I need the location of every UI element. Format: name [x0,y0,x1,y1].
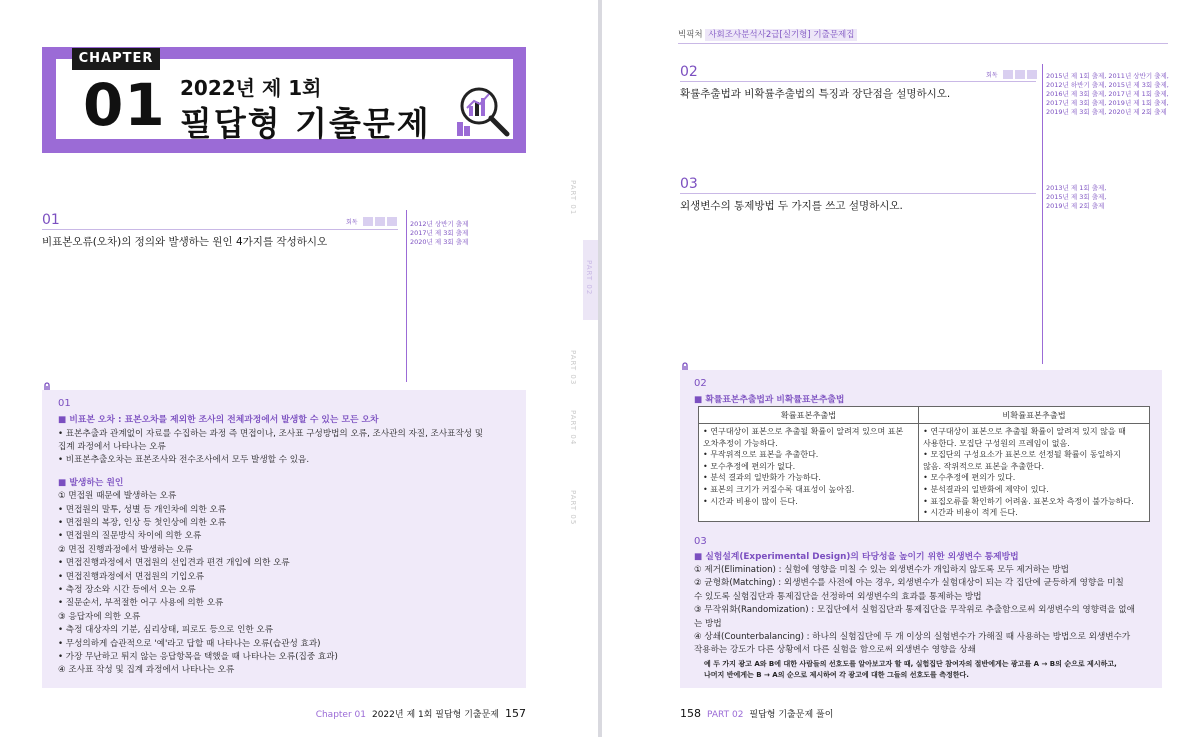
table-cell-line: • 표본의 크기가 커질수록 대표성이 높아짐. [703,484,855,494]
question-number: 03 [680,176,698,192]
tab-part-03[interactable]: PART 03 [569,350,577,386]
answer-line: • 비표본추출오차는 표본조사와 전수조사에서 모두 발생할 수 있음. [58,455,310,466]
table-header: 확률표본추출법 [699,407,919,424]
answer-number: 02 [694,378,707,389]
answer-line: ④ 조사표 작성 및 집계 과정에서 나타나는 오류 [58,665,235,676]
answer-number: 01 [58,398,71,409]
running-header: 빅픽처 사회조사분석사2급[실기형] 기출문제집 [678,28,857,40]
table-cell [919,424,1150,522]
answer-line: • 무성의하게 습관적으로 '예'라고 답할 때 나타나는 오류(습관성 효과) [58,638,321,649]
tab-part-01[interactable]: PART 01 [569,180,577,216]
answer-heading: ■ 비표본 오차 : 표본오차를 제외한 조사의 전체과정에서 발생할 수 있는 모든 오차 [58,415,379,425]
table-cell-line: • 시간과 비용이 적게 든다. [923,508,1018,518]
example-line: 예 두 가지 광고 A와 B에 대한 사람들의 선호도를 알아보고자 할 때, 실험집단 참여자의 절반에게는 광고를 A → B의 순으로 제시하고, [704,659,1117,668]
question-number: 02 [680,64,698,80]
answer-line: 집계 과정에서 나타나는 오류 [58,441,166,452]
table-cell-line: • 연구대상이 표본으로 추출될 확률이 알려져 있으며 표본 [703,427,904,436]
tab-part-04[interactable]: PART 04 [569,410,577,446]
question-number: 01 [42,212,60,228]
table-cell-line: • 시간과 비용이 많이 든다. [703,496,798,506]
header-rule [678,43,1168,44]
answer-line: • 면접원의 말투, 성별 등 개인차에 의한 오류 [58,504,227,515]
answer-line: ① 면접원 때문에 발생하는 오류 [58,491,177,502]
answer-heading: ■ 발생하는 원인 [58,477,124,488]
history-rule [1042,64,1043,364]
table-cell-line: • 모집단의 구성요소가 표본으로 선정될 확률이 동일하지 [923,450,1121,460]
answer-heading: ■ 실험설계(Experimental Design)의 타당성을 높이기 위한 외생변수 통제방법 [694,552,1019,562]
tab-part-02[interactable]: PART 02 [583,240,598,320]
table-cell-line: • 연구대상이 표본으로 추출될 확률이 알려져 있지 않을 때 [923,427,1126,436]
answer-line: • 면접원의 질문방식 차이에 의한 오류 [58,531,202,542]
table-row [699,424,1150,522]
exam-history: 2012년 상반기 출제 2017년 제 3회 출제 2020년 제 3회 출제 [410,220,469,246]
comparison-table [698,406,1150,522]
answer-line: • 가장 무난하고 튀지 않는 응답항목을 택했을 때 나타나는 오류(집중 효과) [58,652,338,662]
table-cell-line: • 모수추정에 편의가 없다. [703,461,796,471]
answer-line: • 면접원의 복장, 인상 등 첫인상에 의한 오류 [58,518,227,528]
question-text: 확률추출법과 비확률추출법의 특징과 장단점을 설명하시오. [680,88,951,100]
magnifier-chart-icon [455,82,513,140]
answer-line: • 측정 대상자의 기분, 심리상태, 피로도 등으로 인한 오류 [58,625,274,636]
answer-line: ③ 응답자에 의한 오류 [58,611,141,622]
table-cell-line: 않음. 작위적으로 표본을 추출한다. [923,461,1044,471]
answer-number: 03 [694,536,707,547]
answer-line: • 측정 장소와 시간 등에서 오는 오류 [58,585,196,595]
chapter-number: 01 [83,71,166,139]
table-cell-line: • 무작위적으로 표본을 추출한다. [703,450,819,460]
answer-line: ③ 무작위화(Randomization) : 모집단에서 실험집단과 통제집단을 무작위로 추출함으로써 외생변수의 영향력을 없애 [694,605,1135,616]
question-rule [680,193,1036,194]
question-text: 외생변수의 통제방법 두 가지를 쓰고 설명하시오. [680,200,903,212]
exam-history: 2015년 제 1회 출제, 2011년 상반기 출제, 2012년 하반기 출제, 2015년 제 3회 출제, 2016년 제 3회 출제, 2017년 제 1회 출제, 2017년 제 3회 출제, 2019년 제 1회 출제, 2019년 제 3회 출제, 2020년 제 2회 출제 [1046,72,1169,116]
table-cell-line: • 표집오류를 확인하기 어려움. 표본오차 측정이 불가능하다. [923,496,1134,506]
page-footer: 158 PART 02 필답형 기출문제 풀이 [680,707,834,720]
table-cell-line: • 분석 결과의 일반화가 가능하다. [703,473,821,483]
table-cell-line: • 분석결과의 일반화에 제약이 있다. [923,484,1049,494]
right-page [602,0,1200,737]
table-cell-line: • 모수추정에 편의가 있다. [923,473,1016,483]
review-count-box[interactable]: 회독 [986,70,1037,79]
answer-line: ① 제거(Elimination) : 실험에 영향을 미칠 수 있는 외생변수가 개입하지 않도록 모두 제거하는 방법 [694,565,1069,575]
table-header: 비확률표본추출법 [919,407,1150,424]
history-rule [406,210,407,382]
part-tabs [555,160,598,700]
answer-line: ② 면접 진행과정에서 발생하는 오류 [58,544,193,555]
answer-line: 는 방법 [694,618,722,629]
answer-line: • 표본추출과 관계없이 자료를 수집하는 과정 즉 면접이나, 조사표 구성방법의 오류, 조사관의 자질, 조사표작성 및 [58,428,484,439]
answer-line: ② 균형화(Matching) : 외생변수를 사전에 아는 경우, 외생변수가 실험대상이 되는 각 집단에 균등하게 영향을 미칠 [694,578,1124,589]
answer-line: 작용하는 강도가 다른 상황에서 다른 실험을 함으로써 외생변수 영향을 상쇄 [694,645,976,656]
chapter-tag: CHAPTER [72,48,160,70]
answer-line: • 면접진행과정에서 면접원의 선입견과 편견 개입에 의한 오류 [58,558,290,569]
page-footer: Chapter 01 2022년 제 1회 필답형 기출문제 157 [315,707,526,720]
table-cell [699,424,919,522]
question-rule [680,81,1036,82]
exam-history: 2013년 제 1회 출제, 2015년 제 3회 출제, 2019년 제 2회 출제 [1046,184,1107,210]
answer-line: 수 있도록 실험집단과 통제집단을 선정하여 외생변수의 효과를 통제하는 방법 [694,591,982,602]
chapter-title: 필답형 기출문제 [180,104,431,143]
answer-heading: ■ 확률표본추출법과 비확률표본추출법 [694,395,845,405]
tab-part-05[interactable]: PART 05 [569,490,577,526]
chapter-subtitle: 2022년 제 1회 [180,76,322,100]
review-count-box[interactable]: 회독 [346,217,397,226]
table-cell-line: 사용한다. 모집단 구성원의 프레임이 없음. [923,438,1070,448]
left-page [0,0,598,737]
answer-line: • 질문순서, 부적절한 어구 사용에 의한 오류 [58,598,224,609]
question-text: 비표본오류(오차)의 정의와 발생하는 원인 4가지를 작성하시오 [42,236,328,248]
example-line: 나머지 반에게는 B → A의 순으로 제시하여 각 광고에 대한 그들의 선호도를 측정한다. [704,670,969,679]
answer-line: ④ 상쇄(Counterbalancing) : 하나의 실험집단에 두 개 이상의 실험변수가 가해질 때 사용하는 방법으로 외생변수가 [694,632,1131,642]
answer-line: • 면접진행과정에서 면접원의 기입오류 [58,571,205,582]
question-rule [42,229,398,230]
table-cell-line: 오차추정이 가능하다. [703,438,778,448]
